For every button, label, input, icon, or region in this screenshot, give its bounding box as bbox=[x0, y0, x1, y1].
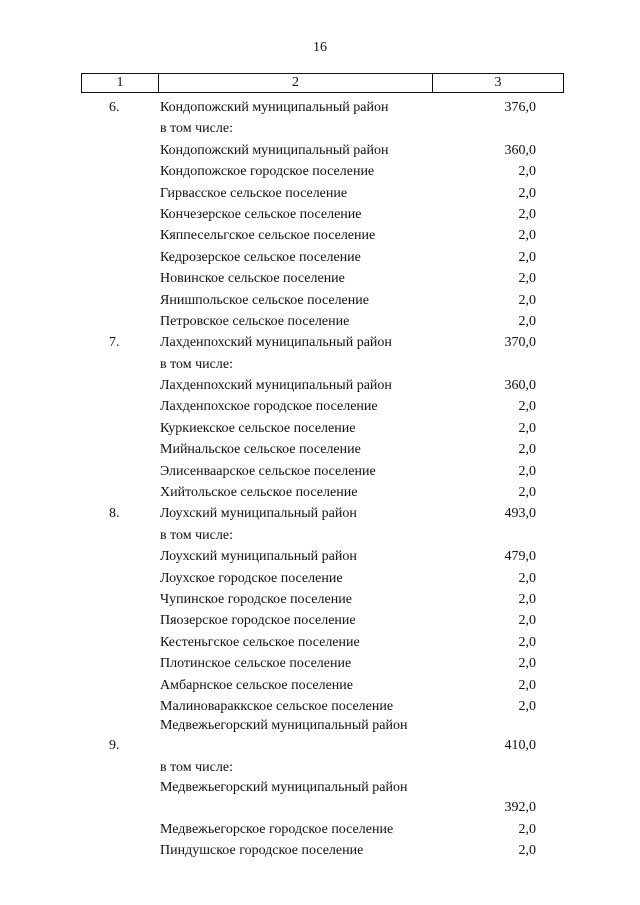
header-col-1: 1 bbox=[82, 74, 159, 92]
table-row bbox=[0, 652, 640, 673]
row-number: 6. bbox=[109, 100, 120, 115]
row-value: 2,0 bbox=[518, 164, 536, 180]
table-row bbox=[0, 182, 640, 203]
table-row bbox=[0, 716, 640, 756]
row-value: 2,0 bbox=[518, 185, 536, 201]
table-row bbox=[0, 224, 640, 245]
row-value: 2,0 bbox=[518, 399, 536, 415]
row-value: 2,0 bbox=[518, 463, 536, 479]
table-row bbox=[0, 331, 640, 352]
table-row bbox=[0, 460, 640, 481]
table-row bbox=[0, 481, 640, 502]
row-value: 360,0 bbox=[504, 142, 536, 158]
table-row bbox=[0, 609, 640, 630]
row-name: Лоухское городское поселение bbox=[160, 570, 343, 586]
table-row bbox=[0, 631, 640, 652]
row-name: Петровское сельское поселение bbox=[160, 313, 350, 329]
row-value: 2,0 bbox=[518, 206, 536, 222]
table-row bbox=[0, 567, 640, 588]
row-value: 2,0 bbox=[518, 420, 536, 436]
row-value: 2,0 bbox=[518, 271, 536, 287]
row-name: Кондопожский муниципальный район bbox=[160, 142, 389, 158]
table-row bbox=[0, 310, 640, 331]
row-name: Янишпольское сельское поселение bbox=[160, 292, 369, 308]
row-name: в том числе: bbox=[160, 121, 233, 137]
row-name: Плотинское сельское поселение bbox=[160, 656, 352, 672]
row-name: Кестеньгское сельское поселение bbox=[160, 634, 360, 650]
row-name: Амбарнское сельское поселение bbox=[160, 677, 353, 693]
row-value: 410,0 bbox=[504, 738, 536, 754]
row-value: 2,0 bbox=[518, 821, 536, 837]
row-value: 376,0 bbox=[504, 100, 536, 115]
row-name: Кедрозерское сельское поселение bbox=[160, 249, 361, 265]
row-name: Лоухский муниципальный район bbox=[160, 549, 357, 565]
row-value: 2,0 bbox=[518, 485, 536, 501]
table-row bbox=[0, 117, 640, 138]
row-value: 360,0 bbox=[504, 378, 536, 394]
row-number: 7. bbox=[109, 335, 120, 351]
row-value: 2,0 bbox=[518, 613, 536, 629]
row-name: Пяозерское городское поселение bbox=[160, 613, 356, 629]
table-row bbox=[0, 246, 640, 267]
row-name: Куркиекское сельское поселение bbox=[160, 420, 356, 436]
header-col-2: 2 bbox=[159, 74, 433, 92]
row-value: 2,0 bbox=[518, 249, 536, 265]
table-row bbox=[0, 374, 640, 395]
row-name: Кондопожское городское поселение bbox=[160, 164, 375, 180]
row-name: Медвежьегорское городское поселение bbox=[160, 821, 394, 837]
row-name: Гирвасское сельское поселение bbox=[160, 185, 348, 201]
table-row bbox=[0, 524, 640, 545]
row-value: 2,0 bbox=[518, 228, 536, 244]
row-name: Новинское сельское поселение bbox=[160, 271, 345, 287]
row-name: в том числе: bbox=[160, 760, 233, 776]
table-row bbox=[0, 267, 640, 288]
row-name: Пиндушское городское поселение bbox=[160, 843, 364, 859]
row-name: Лахденпохское городское поселение bbox=[160, 399, 378, 415]
table-row bbox=[0, 839, 640, 860]
row-name: Кондопожский муниципальный район bbox=[160, 100, 389, 115]
table-row bbox=[0, 778, 640, 818]
row-name: Лахденпохский муниципальный район bbox=[160, 378, 392, 394]
row-name: Мийнальское сельское поселение bbox=[160, 442, 361, 458]
table-row bbox=[0, 818, 640, 839]
row-number: 8. bbox=[109, 506, 120, 522]
table-row bbox=[0, 395, 640, 416]
row-value: 2,0 bbox=[518, 591, 536, 607]
table-row bbox=[0, 289, 640, 310]
table-row bbox=[0, 96, 640, 117]
row-value: 2,0 bbox=[518, 292, 536, 308]
row-name: Хийтольское сельское поселение bbox=[160, 485, 358, 501]
row-name: Элисенваарское сельское поселение bbox=[160, 463, 376, 479]
row-name: Чупинское городское поселение bbox=[160, 591, 352, 607]
page-number: 16 bbox=[313, 40, 327, 55]
header-col-3: 3 bbox=[494, 75, 502, 90]
row-name: Лахденпохский муниципальный район bbox=[160, 335, 392, 351]
row-name: в том числе: bbox=[160, 356, 233, 372]
table-row bbox=[0, 438, 640, 459]
row-value: 370,0 bbox=[504, 335, 536, 351]
table-row bbox=[0, 203, 640, 224]
table-row bbox=[0, 417, 640, 438]
table-row bbox=[0, 502, 640, 523]
row-value: 2,0 bbox=[518, 634, 536, 650]
table-row bbox=[0, 353, 640, 374]
row-value: 2,0 bbox=[518, 677, 536, 693]
row-value: 2,0 bbox=[518, 442, 536, 458]
row-value: 2,0 bbox=[518, 570, 536, 586]
table-body bbox=[0, 96, 640, 861]
row-value: 479,0 bbox=[504, 549, 536, 565]
table-row bbox=[0, 160, 640, 181]
table-row bbox=[0, 545, 640, 566]
row-name: Кончезерское сельское поселение bbox=[160, 206, 362, 222]
table-row bbox=[0, 695, 640, 716]
row-name: Лоухский муниципальный район bbox=[160, 506, 357, 522]
row-name: в том числе: bbox=[160, 527, 233, 543]
row-value: 392,0 bbox=[504, 799, 536, 815]
row-number: 9. bbox=[109, 738, 120, 754]
table-row bbox=[0, 674, 640, 695]
row-value: 493,0 bbox=[504, 506, 536, 522]
table-row bbox=[0, 139, 640, 160]
table-row bbox=[0, 756, 640, 777]
row-name: Малиновараккское сельское поселение bbox=[160, 698, 394, 714]
row-value: 2,0 bbox=[518, 698, 536, 714]
row-name: Кяппесельгское сельское поселение bbox=[160, 228, 376, 244]
table-header bbox=[81, 73, 564, 93]
row-name: Медвежьегорский муниципальный район bbox=[160, 718, 408, 734]
row-value: 2,0 bbox=[518, 656, 536, 672]
row-value: 2,0 bbox=[518, 843, 536, 859]
table-row bbox=[0, 588, 640, 609]
row-name: Медвежьегорский муниципальный район bbox=[160, 779, 408, 795]
row-value: 2,0 bbox=[518, 313, 536, 329]
